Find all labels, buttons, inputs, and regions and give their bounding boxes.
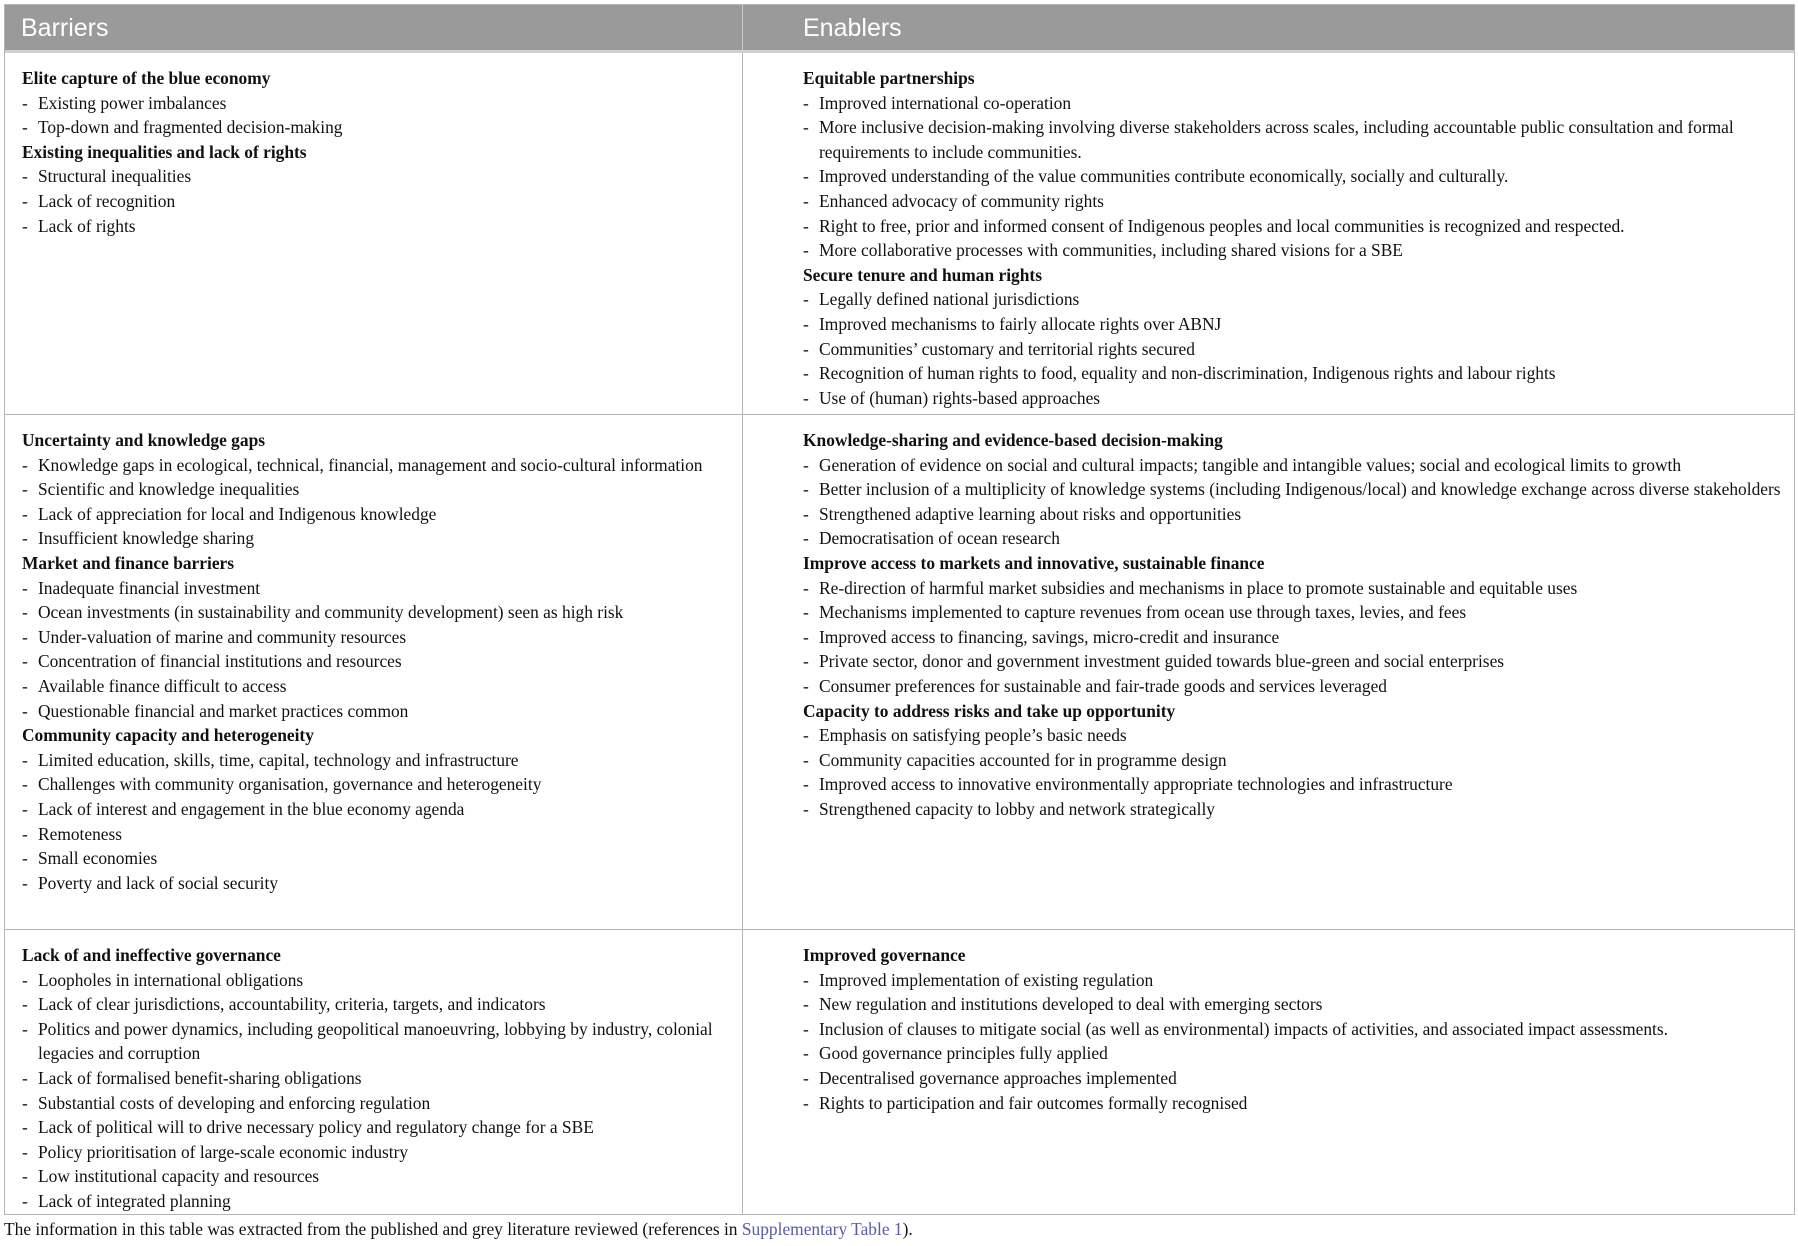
list-item	[803, 797, 1785, 822]
list-item-text: More inclusive decision-making involving diverse stakeholders across scales, including accountable public consultation and formal requirements to include communities.	[819, 117, 1734, 162]
bullet-dash: -	[22, 528, 28, 549]
list-item	[803, 772, 1785, 797]
bullet-dash: -	[22, 1141, 28, 1162]
list-item-text: Enhanced advocacy of community rights	[819, 190, 1104, 211]
list-item-text: Lack of political will to drive necessary policy and regulatory change for a SBE	[38, 1117, 594, 1138]
bullet-dash: -	[803, 675, 809, 696]
bullet-dash: -	[803, 117, 809, 138]
list-item	[22, 797, 727, 822]
list-item	[803, 1017, 1785, 1042]
bullet-dash: -	[22, 626, 28, 647]
list-item	[803, 600, 1785, 625]
list-item	[22, 1140, 727, 1165]
list-item-text: Better inclusion of a multiplicity of knowledge systems (including Indigenous/local) and knowledge exchange across diverse stakeholders	[819, 479, 1781, 500]
list-item-text: Improved understanding of the value communities contribute economically, socially and culturally.	[819, 166, 1509, 187]
category-title: Lack of and ineffective governance	[22, 945, 281, 965]
list-item-text: Improved international co-operation	[819, 92, 1072, 113]
list-item-text: Use of (human) rights-based approaches	[819, 387, 1101, 408]
list-item	[22, 772, 727, 797]
list-item	[22, 1066, 727, 1091]
bullet-dash: -	[22, 479, 28, 500]
list-item-text: Inadequate financial investment	[38, 577, 261, 598]
list-item-text: Lack of appreciation for local and Indigenous knowledge	[38, 503, 437, 524]
list-item	[803, 453, 1785, 478]
bullet-dash: -	[22, 1092, 28, 1113]
list-item	[22, 748, 727, 773]
bullet-dash: -	[22, 1018, 28, 1039]
list-item-text: Decentralised governance approaches implemented	[819, 1067, 1177, 1088]
list-item-text: Communities’ customary and territorial rights secured	[819, 338, 1195, 359]
bullet-dash: -	[803, 1018, 809, 1039]
list-item	[803, 968, 1785, 993]
bullet-dash: -	[22, 969, 28, 990]
bullet-dash: -	[803, 190, 809, 211]
list-item	[22, 625, 727, 650]
list-item-text: Consumer preferences for sustainable and fair-trade goods and services leveraged	[819, 675, 1387, 696]
list-item-text: Strengthened capacity to lobby and network strategically	[819, 798, 1215, 819]
list-item	[22, 1115, 727, 1140]
list-item-text: Scientific and knowledge inequalities	[38, 479, 300, 500]
list-item	[803, 649, 1785, 674]
list-item-text: Questionable financial and market practices common	[38, 700, 409, 721]
list-item-text: Poverty and lack of social security	[38, 872, 279, 893]
list-item-text: Legally defined national jurisdictions	[819, 289, 1080, 310]
list-item-text: Lack of formalised benefit-sharing obligations	[38, 1067, 362, 1088]
list-item	[803, 115, 1785, 164]
list-item	[803, 526, 1785, 551]
category-title: Secure tenure and human rights	[803, 264, 1042, 285]
table-row	[5, 53, 1794, 415]
category-title: Improve access to markets and innovative, sustainable finance	[803, 552, 1265, 573]
list-item	[803, 502, 1785, 527]
list-item	[803, 674, 1785, 699]
list-item-text: Politics and power dynamics, including geopolitical manoeuvring, lobbying by industry, colonial legacies and corruption	[38, 1018, 713, 1064]
list-item	[22, 189, 727, 214]
list-item-text: Inclusion of clauses to mitigate social (as well as environmental) impacts of activities, and associated impact assessments.	[819, 1018, 1669, 1039]
list-item-text: Recognition of human rights to food, equality and non-discrimination, Indigenous rights and labour rights	[819, 363, 1556, 384]
bullet-dash: -	[22, 651, 28, 672]
category-title: Existing inequalities and lack of rights	[22, 141, 307, 162]
list-item	[22, 502, 727, 527]
list-item-text: Right to free, prior and informed consent of Indigenous peoples and local communities is recognized and respected.	[819, 215, 1625, 236]
bullet-dash: -	[22, 602, 28, 623]
bullet-dash: -	[803, 363, 809, 384]
bullet-dash: -	[803, 1067, 809, 1088]
list-item-text: Structural inequalities	[38, 166, 192, 187]
list-item	[803, 386, 1785, 411]
list-item-text: Strengthened adaptive learning about risks and opportunities	[819, 503, 1242, 524]
list-item	[22, 822, 727, 847]
bullet-dash: -	[22, 503, 28, 524]
list-item-text: Small economies	[38, 848, 158, 869]
list-item-text: Improved mechanisms to fairly allocate rights over ABNJ	[819, 313, 1222, 334]
list-item-text: Generation of evidence on social and cultural impacts; tangible and intangible values; social and ecological limits to growth	[819, 454, 1682, 475]
bullet-dash: -	[803, 503, 809, 524]
category-title: Improved governance	[803, 945, 966, 965]
list-item-text: Remoteness	[38, 823, 123, 844]
list-item-text: Top-down and fragmented decision-making	[38, 117, 343, 138]
list-item	[803, 748, 1785, 773]
bullet-dash: -	[22, 1166, 28, 1187]
list-item-text: Mechanisms implemented to capture revenues from ocean use through taxes, levies, and fees	[819, 602, 1467, 623]
list-item	[803, 361, 1785, 386]
bullet-dash: -	[803, 749, 809, 770]
bullet-dash: -	[803, 651, 809, 672]
bullet-dash: -	[22, 1190, 28, 1211]
list-item	[22, 1091, 727, 1116]
list-item	[22, 649, 727, 674]
list-item	[803, 214, 1785, 239]
bullet-dash: -	[803, 313, 809, 334]
barriers-enablers-table	[4, 4, 1795, 1215]
category-title: Equitable partnerships	[803, 68, 975, 88]
table-footnote	[4, 1219, 913, 1240]
list-item-text: Lack of interest and engagement in the blue economy agenda	[38, 798, 465, 819]
table-row	[5, 415, 1794, 930]
bullet-dash: -	[22, 1117, 28, 1138]
list-item-text: Limited education, skills, time, capital, technology and infrastructure	[38, 749, 519, 770]
list-item-text: Knowledge gaps in ecological, technical, financial, management and socio-cultural information	[38, 454, 703, 475]
bullet-dash: -	[803, 626, 809, 647]
category-title: Knowledge-sharing and evidence-based decision-making	[803, 430, 1223, 450]
bullet-dash: -	[803, 240, 809, 261]
list-item	[22, 968, 727, 993]
bullet-dash: -	[803, 774, 809, 795]
bullet-dash: -	[22, 190, 28, 211]
list-item-text: Emphasis on satisfying people’s basic needs	[819, 725, 1127, 746]
bullet-dash: -	[22, 92, 28, 113]
bullet-dash: -	[803, 338, 809, 359]
list-item-text: Concentration of financial institutions and resources	[38, 651, 402, 672]
footnote-suffix: ).	[902, 1219, 913, 1239]
bullet-dash: -	[22, 774, 28, 795]
list-item-text: Insufficient knowledge sharing	[38, 528, 255, 549]
bullet-dash: -	[803, 725, 809, 746]
list-item	[803, 1091, 1785, 1116]
list-item	[22, 699, 727, 724]
list-item	[22, 600, 727, 625]
bullet-dash: -	[803, 166, 809, 187]
bullet-dash: -	[22, 166, 28, 187]
bullet-dash: -	[22, 749, 28, 770]
list-item	[22, 115, 727, 140]
list-item-text: More collaborative processes with communities, including shared visions for a SBE	[819, 240, 1403, 261]
list-item	[803, 238, 1785, 263]
list-item	[803, 1041, 1785, 1066]
category-title: Community capacity and heterogeneity	[22, 725, 314, 746]
bullet-dash: -	[803, 528, 809, 549]
bullet-dash: -	[22, 848, 28, 869]
list-item	[803, 1066, 1785, 1091]
bullet-dash: -	[22, 117, 28, 138]
list-item-text: Substantial costs of developing and enforcing regulation	[38, 1092, 431, 1113]
list-item-text: Challenges with community organisation, governance and heterogeneity	[38, 774, 542, 795]
bullet-dash: -	[22, 577, 28, 598]
list-item-text: Improved access to innovative environmentally appropriate technologies and infrastructure	[819, 774, 1453, 795]
bullet-dash: -	[803, 969, 809, 990]
list-item-text: Re-direction of harmful market subsidies and mechanisms in place to promote sustainable and equitable uses	[819, 577, 1578, 598]
category-title: Uncertainty and knowledge gaps	[22, 430, 266, 450]
list-item-text: Lack of recognition	[38, 190, 176, 211]
list-item-text: Low institutional capacity and resources	[38, 1166, 320, 1187]
list-item	[803, 91, 1785, 116]
bullet-dash: -	[803, 1043, 809, 1064]
footnote-text: The information in this table was extracted from the published and grey literature reviewed (references in	[4, 1219, 742, 1239]
list-item-text: Good governance principles fully applied	[819, 1043, 1108, 1064]
list-item	[803, 576, 1785, 601]
list-item	[22, 846, 727, 871]
list-item-text: Community capacities accounted for in programme design	[819, 749, 1227, 770]
bullet-dash: -	[22, 700, 28, 721]
list-item	[803, 723, 1785, 748]
bullet-dash: -	[803, 387, 809, 408]
bullet-dash: -	[803, 602, 809, 623]
table-row	[5, 930, 1794, 1214]
bullet-dash: -	[22, 675, 28, 696]
bullet-dash: -	[803, 994, 809, 1015]
list-item	[22, 214, 727, 239]
list-item	[22, 477, 727, 502]
list-item-text: Private sector, donor and government investment guided towards blue-green and social enterprises	[819, 651, 1505, 672]
list-item	[803, 337, 1785, 362]
bullet-dash: -	[803, 289, 809, 310]
header-enablers: Enablers	[803, 14, 902, 42]
bullet-dash: -	[22, 823, 28, 844]
supplementary-table-link[interactable]: Supplementary Table 1	[741, 1219, 903, 1239]
bullet-dash: -	[803, 215, 809, 236]
list-item	[22, 674, 727, 699]
list-item	[22, 1164, 727, 1189]
list-item	[22, 91, 727, 116]
category-title: Capacity to address risks and take up opportunity	[803, 700, 1176, 721]
list-item	[22, 164, 727, 189]
bullet-dash: -	[22, 994, 28, 1015]
header-divider	[742, 5, 743, 50]
enablers-cell	[803, 943, 1785, 1115]
list-item-text: Policy prioritisation of large-scale economic industry	[38, 1141, 409, 1162]
header-barriers: Barriers	[21, 14, 109, 42]
bullet-dash: -	[22, 215, 28, 236]
list-item	[22, 992, 727, 1017]
list-item-text: Available finance difficult to access	[38, 675, 287, 696]
list-item-text: Existing power imbalances	[38, 92, 227, 113]
enablers-cell	[803, 428, 1785, 822]
bullet-dash: -	[803, 454, 809, 475]
category-title: Market and finance barriers	[22, 552, 235, 573]
bullet-dash: -	[22, 872, 28, 893]
table-header	[5, 5, 1794, 53]
bullet-dash: -	[803, 479, 809, 500]
list-item	[803, 625, 1785, 650]
bullet-dash: -	[803, 92, 809, 113]
enablers-cell	[803, 66, 1785, 410]
list-item-text: Rights to participation and fair outcomes formally recognised	[819, 1092, 1248, 1113]
list-item	[803, 312, 1785, 337]
list-item	[22, 576, 727, 601]
barriers-cell	[22, 428, 727, 895]
bullet-dash: -	[22, 798, 28, 819]
list-item	[22, 871, 727, 896]
list-item-text: Democratisation of ocean research	[819, 528, 1060, 549]
list-item	[803, 992, 1785, 1017]
list-item	[803, 477, 1785, 502]
list-item-text: New regulation and institutions developed to deal with emerging sectors	[819, 994, 1323, 1015]
list-item-text: Ocean investments (in sustainability and community development) seen as high risk	[38, 602, 624, 623]
list-item	[803, 287, 1785, 312]
list-item	[803, 164, 1785, 189]
list-item	[22, 526, 727, 551]
bullet-dash: -	[803, 1092, 809, 1113]
barriers-cell	[22, 943, 727, 1214]
list-item-text: Improved access to financing, savings, micro-credit and insurance	[819, 626, 1280, 647]
bullet-dash: -	[803, 798, 809, 819]
list-item	[22, 1189, 727, 1214]
list-item-text: Improved implementation of existing regulation	[819, 969, 1154, 990]
list-item-text: Under-valuation of marine and community resources	[38, 626, 407, 647]
list-item	[803, 189, 1785, 214]
list-item	[22, 453, 727, 478]
barriers-cell	[22, 66, 727, 238]
bullet-dash: -	[22, 454, 28, 475]
list-item-text: Lack of integrated planning	[38, 1190, 231, 1211]
category-title: Elite capture of the blue economy	[22, 68, 271, 88]
bullet-dash: -	[803, 577, 809, 598]
bullet-dash: -	[22, 1067, 28, 1088]
list-item-text: Loopholes in international obligations	[38, 969, 304, 990]
list-item-text: Lack of clear jurisdictions, accountability, criteria, targets, and indicators	[38, 994, 546, 1015]
list-item	[22, 1017, 727, 1066]
list-item-text: Lack of rights	[38, 215, 136, 236]
